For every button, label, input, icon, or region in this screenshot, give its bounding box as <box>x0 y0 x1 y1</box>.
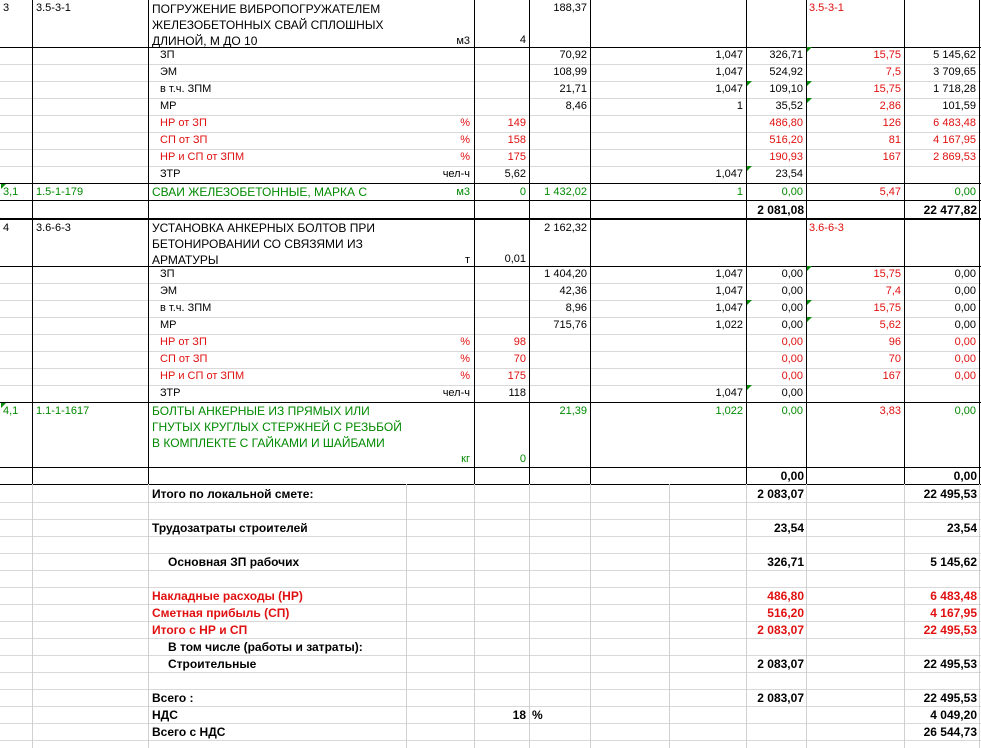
row4-sub-idx: 7,4 <box>885 285 901 297</box>
row3-sub-qty: 158 <box>507 134 526 146</box>
row41-code: 1.1-1-1617 <box>36 405 90 417</box>
row41-unit: кг <box>461 453 470 465</box>
summary-nr-label: Накладные расходы (НР) <box>152 589 303 603</box>
row3-sub-cur: 326,71 <box>769 49 803 61</box>
row4-sub-total: 0,00 <box>954 285 976 297</box>
row41-base: 21,39 <box>559 405 587 417</box>
row4-sub-idx: 167 <box>882 370 901 382</box>
row3-sub-base: 70,92 <box>559 49 587 61</box>
summary-itogo-nrsp-label: Итого с НР и СП <box>152 623 248 637</box>
summary-trud-label: Трудозатраты строителей <box>152 521 308 535</box>
row4-sub-cur: 0,00 <box>781 353 803 365</box>
row3-code-repeat: 3.5-3-1 <box>809 2 844 14</box>
row3-sub-cur: 35,52 <box>775 100 803 112</box>
row3-sub-idx: 15,75 <box>873 49 901 61</box>
row4-code-repeat: 3.6-6-3 <box>809 222 844 234</box>
row3-sub-cur: 109,10 <box>769 83 803 95</box>
row4-unit: т <box>464 254 470 266</box>
summary-nds-pct: 18 <box>512 708 526 722</box>
row3-sub-idx: 126 <box>882 117 901 129</box>
row3-unit: м3 <box>456 35 470 47</box>
summary-vtom-label: В том числе (работы и затраты): <box>168 640 363 654</box>
summary-vsego-label: Всего : <box>152 691 194 705</box>
row3-sub-label: МР <box>160 100 177 112</box>
row4-sub-qty: 175 <box>507 370 526 382</box>
row4-sub-cur: 0,00 <box>781 285 803 297</box>
row41-name-line1: БОЛТЫ АНКЕРНЫЕ ИЗ ПРЯМЫХ ИЛИ <box>152 404 370 418</box>
summary-sp-total: 4 167,95 <box>930 606 977 620</box>
summary-nds-pct-sign: % <box>532 708 543 722</box>
summary-vsego-nds-total: 26 544,73 <box>923 725 977 739</box>
row3-sub-qty: 149 <box>507 117 526 129</box>
row3-sub-total: 4 167,95 <box>933 134 976 146</box>
row4-sub-total: 0,00 <box>954 319 976 331</box>
row4-sub-qty: 118 <box>508 387 526 399</box>
row3-sub-base: 108,99 <box>553 66 587 78</box>
row41-name-line3: В КОМПЛЕКТЕ С ГАЙКАМИ И ШАЙБАМИ <box>152 436 385 450</box>
summary-nr-total: 6 483,48 <box>930 589 977 603</box>
comment-marker-icon <box>807 266 812 271</box>
row4-sub-label: ЗП <box>160 268 175 280</box>
row3-sub-cur: 524,92 <box>769 66 803 78</box>
row4-sub-unit: % <box>460 370 470 382</box>
summary-itogo-nrsp-total: 22 495,53 <box>923 623 977 637</box>
row3-sub-label: СП от ЗП <box>160 134 208 146</box>
row31-total: 0,00 <box>954 186 976 198</box>
row4-sub-cur: 0,00 <box>781 268 803 280</box>
summary-trud-cur: 23,54 <box>773 521 804 535</box>
summary-nds-label: НДС <box>152 708 178 722</box>
subtotal1-cur: 2 081,08 <box>757 203 804 217</box>
row3-sub-idx: 15,75 <box>873 83 901 95</box>
summary-nr-cur: 486,80 <box>767 589 804 603</box>
row4-sub-k: 1,047 <box>715 268 743 280</box>
row4-sub-cur: 0,00 <box>781 336 803 348</box>
row4-sub-base: 1 404,20 <box>544 268 587 280</box>
summary-trud-total: 23,54 <box>946 521 977 535</box>
row31-cur: 0,00 <box>781 186 803 198</box>
comment-marker-icon <box>807 98 812 103</box>
comment-marker-icon <box>807 300 812 305</box>
comment-marker-icon <box>747 166 752 171</box>
row4-sub-k: 1,047 <box>715 285 743 297</box>
row4-sub-unit: чел-ч <box>442 387 470 399</box>
row3-sub-label: ЗП <box>160 49 175 61</box>
row4-sub-label: в т.ч. ЗПМ <box>160 302 212 314</box>
row4-name-line1: УСТАНОВКА АНКЕРНЫХ БОЛТОВ ПРИ <box>152 221 375 235</box>
subtotal2-cur: 0,00 <box>780 469 804 483</box>
row3-num: 3 <box>3 2 10 14</box>
row31-base: 1 432,02 <box>544 186 587 198</box>
row4-name-line2: БЕТОНИРОВАНИИ СО СВЯЗЯМИ ИЗ <box>152 237 363 251</box>
row3-sub-base: 8,46 <box>565 100 587 112</box>
row3-sub-k: 1,047 <box>715 66 743 78</box>
summary-nds-total: 4 049,20 <box>930 708 977 722</box>
comment-marker-icon <box>747 385 752 390</box>
row4-qty: 0,01 <box>504 253 526 265</box>
row4-sub-k: 1,047 <box>715 302 743 314</box>
row3-sub-label: НР от ЗП <box>160 117 207 129</box>
row3-sub-base: 21,71 <box>559 83 587 95</box>
row3-qty: 4 <box>519 34 526 46</box>
row3-sub-total: 101,59 <box>942 100 976 112</box>
row4-sub-label: НР и СП от ЗПМ <box>160 370 245 382</box>
comment-marker-icon <box>807 81 812 86</box>
row4-sub-total: 0,00 <box>954 353 976 365</box>
row3-sub-unit: % <box>460 134 470 146</box>
row3-sub-cur: 486,80 <box>769 117 803 129</box>
row4-sub-cur: 0,00 <box>781 302 803 314</box>
comment-marker-icon <box>747 300 752 305</box>
row31-qty: 0 <box>519 186 526 198</box>
row4-name-line3: АРМАТУРЫ <box>152 253 219 267</box>
row4-sub-idx: 5,62 <box>879 319 901 331</box>
row4-num: 4 <box>3 222 10 234</box>
row3-sub-label: ЭМ <box>160 66 178 78</box>
row3-name-line3: ДЛИНОЙ, М ДО 10 <box>152 34 258 48</box>
row3-sub-k: 1 <box>736 100 743 112</box>
row4-sub-total: 0,00 <box>954 336 976 348</box>
row4-sub-base: 715,76 <box>553 319 587 331</box>
row41-num: 4,1 <box>3 405 19 417</box>
summary-osnzp-cur: 326,71 <box>767 555 804 569</box>
row3-sub-qty: 5,62 <box>504 168 526 180</box>
row4-sub-total: 0,00 <box>954 268 976 280</box>
row4-sub-label: ЭМ <box>160 285 178 297</box>
row4-sub-unit: % <box>460 353 470 365</box>
row41-qty: 0 <box>519 453 526 465</box>
row41-idx: 3,83 <box>879 405 901 417</box>
row4-sub-k: 1,047 <box>715 387 743 399</box>
row4-sub-label: МР <box>160 319 177 331</box>
row3-sub-idx: 7,5 <box>885 66 901 78</box>
row4-sub-label: ЗТР <box>160 387 181 399</box>
row3-sub-unit: % <box>460 151 470 163</box>
row4-sub-idx: 96 <box>888 336 901 348</box>
row4-sub-label: НР от ЗП <box>160 336 207 348</box>
row3-sub-k: 1,047 <box>715 168 743 180</box>
row4-sub-cur: 0,00 <box>781 370 803 382</box>
summary-vsego-total: 22 495,53 <box>923 691 977 705</box>
summary-sp-label: Сметная прибыль (СП) <box>152 606 290 620</box>
summary-stroit-cur: 2 083,07 <box>757 657 804 671</box>
row3-sub-cur: 23,54 <box>775 168 803 180</box>
row3-sub-k: 1,047 <box>715 49 743 61</box>
row31-coef: 1 <box>736 186 743 198</box>
row4-code: 3.6-6-3 <box>36 222 71 234</box>
row3-name-line1: ПОГРУЖЕНИЕ ВИБРОПОГРУЖАТЕЛЕМ <box>152 2 381 16</box>
row3-sub-total: 1 718,28 <box>933 83 976 95</box>
row3-sub-idx: 2,86 <box>879 100 901 112</box>
row4-base-price: 2 162,32 <box>544 222 587 234</box>
comment-marker-icon <box>807 47 812 52</box>
row4-sub-idx: 15,75 <box>873 268 901 280</box>
row4-sub-cur: 0,00 <box>781 387 803 399</box>
row4-sub-total: 0,00 <box>954 302 976 314</box>
subtotal1-total: 22 477,82 <box>923 203 977 217</box>
row31-unit: м3 <box>456 186 470 198</box>
summary-itogo-label: Итого по локальной смете: <box>152 487 314 501</box>
row3-sub-unit: % <box>460 117 470 129</box>
row4-sub-base: 42,36 <box>559 285 587 297</box>
row3-sub-label: в т.ч. ЗПМ <box>160 83 212 95</box>
row3-sub-total: 5 145,62 <box>933 49 976 61</box>
row4-sub-label: СП от ЗП <box>160 353 208 365</box>
comment-marker-icon <box>807 317 812 322</box>
summary-sp-cur: 516,20 <box>767 606 804 620</box>
row3-sub-cur: 190,93 <box>769 151 803 163</box>
row4-sub-idx: 15,75 <box>873 302 901 314</box>
summary-itogo-cur: 2 083,07 <box>757 487 804 501</box>
row4-sub-base: 8,96 <box>565 302 587 314</box>
row31-code: 1.5-1-179 <box>36 186 84 198</box>
row3-code: 3.5-3-1 <box>36 2 71 14</box>
row3-sub-idx: 81 <box>888 134 901 146</box>
row31-name: СВАИ ЖЕЛЕЗОБЕТОННЫЕ, МАРКА С <box>152 185 368 199</box>
row3-sub-cur: 516,20 <box>769 134 803 146</box>
row4-sub-qty: 98 <box>513 336 526 348</box>
row41-cur: 0,00 <box>781 405 803 417</box>
row3-name-line2: ЖЕЛЕЗОБЕТОННЫХ СВАЙ СПЛОШНЫХ <box>152 18 384 32</box>
comment-marker-icon <box>747 81 752 86</box>
summary-stroit-label: Строительные <box>168 657 257 671</box>
row3-sub-label: НР и СП от ЗПМ <box>160 151 245 163</box>
row3-sub-label: ЗТР <box>160 168 181 180</box>
row4-sub-qty: 70 <box>513 353 526 365</box>
row3-base-price: 188,37 <box>553 2 587 14</box>
row3-sub-total: 2 869,53 <box>933 151 976 163</box>
row3-sub-qty: 175 <box>507 151 526 163</box>
summary-itogo-nrsp-cur: 2 083,07 <box>757 623 804 637</box>
row41-coef: 1,022 <box>715 405 743 417</box>
row3-sub-total: 3 709,65 <box>933 66 976 78</box>
summary-stroit-total: 22 495,53 <box>923 657 977 671</box>
summary-vsego-nds-label: Всего с НДС <box>152 725 226 739</box>
row3-sub-unit: чел-ч <box>442 168 470 180</box>
row4-sub-total: 0,00 <box>954 370 976 382</box>
row3-sub-k: 1,047 <box>715 83 743 95</box>
summary-osnzp-total: 5 145,62 <box>930 555 977 569</box>
summary-itogo-total: 22 495,53 <box>923 487 977 501</box>
row41-name-line2: ГНУТЫХ КРУГЛЫХ СТЕРЖНЕЙ С РЕЗЬБОЙ <box>152 420 402 434</box>
row4-sub-cur: 0,00 <box>781 319 803 331</box>
summary-osnzp-label: Основная ЗП рабочих <box>168 555 300 569</box>
row4-sub-unit: % <box>460 336 470 348</box>
row3-sub-idx: 167 <box>882 151 901 163</box>
row4-sub-idx: 70 <box>888 353 901 365</box>
row31-num: 3,1 <box>3 186 19 198</box>
row4-sub-k: 1,022 <box>715 319 743 331</box>
row31-idx: 5,47 <box>879 186 901 198</box>
subtotal2-total: 0,00 <box>953 469 977 483</box>
row3-sub-total: 6 483,48 <box>933 117 976 129</box>
row41-total: 0,00 <box>954 405 976 417</box>
summary-vsego-cur: 2 083,07 <box>757 691 804 705</box>
